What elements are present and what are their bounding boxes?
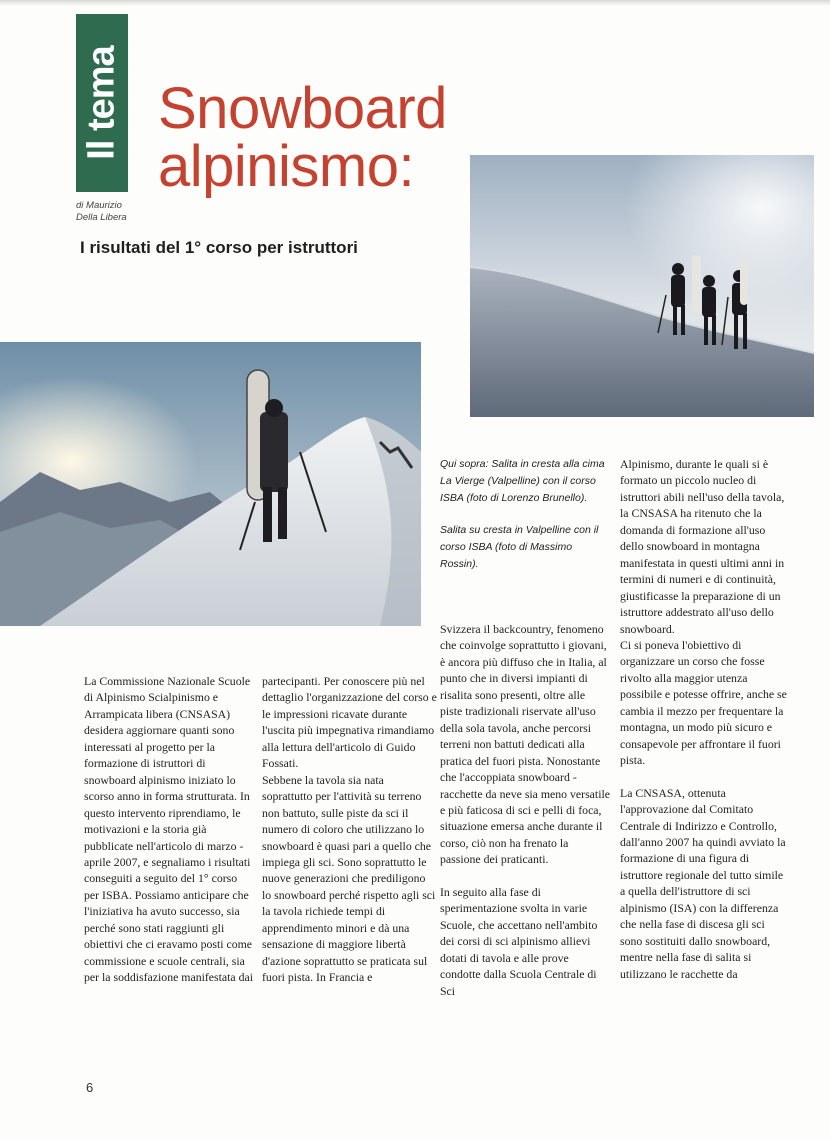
- text-column-3: [440, 621, 610, 999]
- section-tab-label: Il tema: [80, 46, 123, 160]
- photo-snowboarder-ascent-image: [0, 342, 421, 626]
- article-title: [158, 76, 447, 199]
- byline-prefix: di Maurizio: [76, 200, 122, 211]
- photo-snowboarder-ascent: [0, 342, 421, 626]
- title-line-1: Snowboard: [158, 76, 447, 141]
- photo-ridge-climbers-image: [470, 155, 814, 417]
- photo-ridge-climbers: [470, 155, 814, 417]
- page-number: 6: [86, 1080, 94, 1095]
- byline-author: Della Libera: [76, 212, 127, 223]
- caption-top: Qui sopra: Salita in cresta alla cima La Vierge (Valpelline) con il corso ISBA (foto di Lorenzo Brunello).: [440, 458, 605, 504]
- paragraph: partecipanti. Per conoscere più nel dettaglio l'organizzazione del corso e le impressioni ricavate durante l'uscita più impegnativa rimandiamo alla lettura dell'articolo di Guido Fossati.: [262, 674, 437, 771]
- photo-captions: [440, 456, 612, 588]
- paragraph: La Commissione Nazionale Scuole di Alpinismo Scialpinismo e Arrampicata libera (CNSASA) desidera aggiornare quanti sono interessati al progetto per la formazione di istruttori di snowboard alpinismo iniziato lo scorso anno in forma strutturata. In questo intervento riprendiamo, le motivazioni e la storia già pubblicate nell'articolo di marzo - aprile 2007, e segnaliamo i risultati conseguiti a seguito del 1° corso per ISBA. Possiamo anticipare che l'iniziativa ha avuto successo, sia perché sono stati raggiunti gli obiettivi che ci eravamo posti come commissione e scuole centrali, sia per la soddisfazione manifestata dai: [84, 674, 254, 985]
- paragraph: La CNSASA, ottenuta l'approvazione dal Comitato Centrale di Indirizzo e Controllo, dall'anno 2007 ha quindi avviato la formazione di una figura di istruttore regionale del tutto simile a quella dell'istruttore di sci alpinismo (ISA) con la differenza che nella fase di discesa gli sci sono sostituiti dallo snowboard, mentre nella fase di salita si utilizzano le racchette da: [620, 785, 786, 981]
- caption-bottom: Salita su cresta in Valpelline con il corso ISBA (foto di Massimo Rossin).: [440, 524, 599, 570]
- paragraph: Sebbene la tavola sia nata soprattutto per l'attività su terreno non battuto, sulle piste da sci il numero di coloro che utilizzano lo snowboard è quasi pari a quello che impiega gli sci. Sono soprattutto le nuove generazioni che prediligono lo snowboard perché rispetto agli sci la tavola richiede tempi di apprendimento minori e dà una sensazione di maggiore libertà d'azione soprattutto se praticata sul fuori pista. In Francia e: [262, 772, 436, 985]
- text-column-1: [84, 673, 254, 986]
- title-line-2: alpinismo:: [158, 134, 415, 199]
- text-column-2: [262, 673, 437, 986]
- page-edge-shadow: [0, 0, 830, 6]
- section-tab: [76, 14, 128, 192]
- text-column-4: [620, 456, 790, 982]
- paragraph: In seguito alla fase di sperimentazione svolta in varie Scuole, che accettano nell'ambito dei corsi di sci alpinismo allievi dotati di tavola e alle prove condotte dalla Scuola Centrale di Sci: [440, 884, 598, 998]
- byline: [76, 200, 146, 224]
- article-subtitle: I risultati del 1° corso per istruttori: [80, 238, 358, 257]
- paragraph: Ci si poneva l'obiettivo di organizzare un corso che fosse rivolto alla maggior utenza possibile e potesse offrire, anche se cambia il mezzo per frequentare la montagna, un modo più sicuro e consapevole per affrontare il fuori pista.: [620, 637, 787, 768]
- paragraph: Alpinismo, durante le quali si è formato un piccolo nucleo di istruttori abili nell'uso della tavola, la CNSASA ha ritenuto che la domanda di formazione all'uso dello snowboard in montagna manifestata in questi ultimi anni in termini di numeri e di continuità, giustificasse la preparazione di un istruttore addestrato all'uso dello snowboard.: [620, 457, 785, 636]
- paragraph: Svizzera il backcountry, fenomeno che coinvolge soprattutto i giovani, è ancora più diffuso che in Italia, al punto che in diversi impianti di risalita sono presenti, oltre alle piste tradizionali riservate all'uso della sola tavola, anche percorsi terreni non battuti dedicati alla pratica del fuori pista. Nonostante che l'accoppiata snowboard - racchette da neve sia meno versatile e più faticosa di sci e pelli di foca, situazione emersa anche durante il corso, ciò non ha frenato la passione dei praticanti.: [440, 622, 610, 867]
